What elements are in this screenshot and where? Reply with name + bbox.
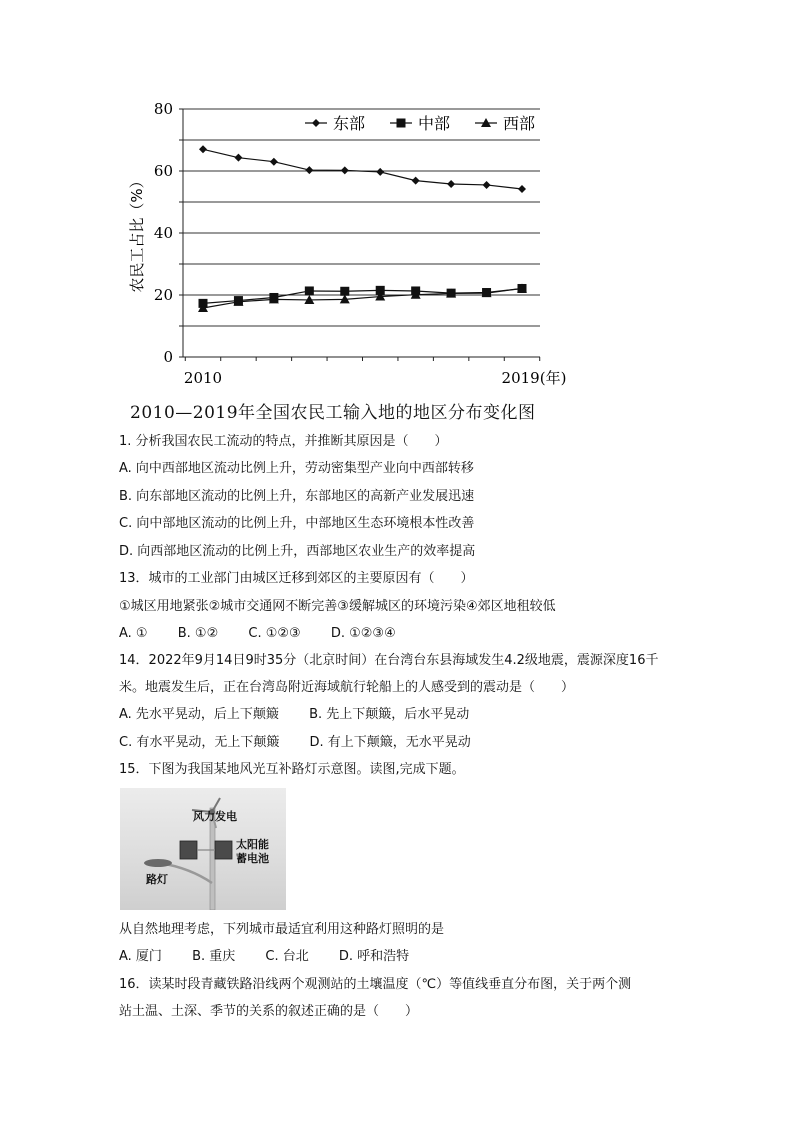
data-point-diamond [376,168,384,176]
q1-option-a: A. 向中西部地区流动比例上升，劳动密集型产业向中西部转移 [119,461,474,476]
y-tick-label: 20 [153,286,173,304]
y-tick-label: 40 [153,224,173,242]
line-chart [120,96,590,396]
label-street-lamp: 路灯 [146,873,168,886]
q1-option-d: D. 向西部地区流动的比例上升，西部地区农业生产的效率提高 [119,544,476,559]
legend-label: 中部 [418,114,451,133]
q13-items: ①城区用地紧张②城市交通网不断完善③缓解城区的环境污染④郊区地租较低 [119,599,556,614]
y-tick-label: 0 [163,348,173,366]
q13-options [119,624,396,644]
q14-option-b: B. 先上下颠簸，后水平晃动 [309,707,470,722]
q1-option-c: C. 向中部地区流动的比例上升，中部地区生态环境根本性改善 [119,516,475,531]
q15-option-c: C. 台北 [265,949,309,964]
label-wind-power: 风力发电 [193,810,237,823]
q1-option-b: B. 向东部地区流动的比例上升，东部地区的高新产业发展迅速 [119,489,475,504]
q13-option-c: C. ①②③ [248,626,301,641]
q15-option-d: D. 呼和浩特 [338,949,410,964]
data-point-diamond [270,158,278,166]
q14-option-d: D. 有上下颠簸，无水平晃动 [309,735,471,750]
q14-stem-line2: 米。地震发生后，正在台湾岛附近海域航行轮船上的人感受到的震动是（ ） [119,680,575,695]
q15-option-a: A. 厦门 [119,949,162,964]
data-point-diamond [199,145,207,153]
q14-option-c: C. 有水平晃动，无上下颠簸 [119,735,280,750]
data-point-diamond [412,177,420,185]
label-solar: 太阳能 [236,838,269,851]
y-axis-label: 农民工占比（%） [128,173,146,293]
series-line-triangle [203,288,522,308]
chart-title: 2010—2019年全国农民工输入地的地区分布变化图 [130,403,536,423]
legend-marker-square [397,119,406,128]
data-point-diamond [483,181,491,189]
street-lamp-photo [120,788,286,910]
q13-option-a: A. ① [119,626,148,641]
series-line-diamond [203,149,522,189]
legend-marker-diamond [312,119,320,127]
q15-question: 从自然地理考虑，下列城市最适宜利用这种路灯照明的是 [119,922,445,937]
q15-stem: 15．下图为我国某地风光互补路灯示意图。读图,完成下题。 [119,762,465,777]
chart-series [198,145,527,312]
y-tick-label: 60 [153,162,173,180]
q14-option-a: A. 先水平晃动，后上下颠簸 [119,707,279,722]
q15-options [119,947,409,967]
q16-stem-line1: 16．读某时段青藏铁路沿线两个观测站的土壤温度（℃）等值线垂直分布图，关于两个测 [119,977,632,992]
legend-label: 西部 [503,114,536,133]
q16-stem-line2: 站土温、土深、季节的关系的叙述正确的是（ ） [119,1004,419,1019]
q1-stem: 1. 分析我国农民工流动的特点，并推断其原因是（ ） [119,434,448,449]
x-tick-label: 2010 [183,369,223,387]
legend-label: 东部 [333,114,366,133]
x-tick-label: 2019(年) [501,369,567,387]
q13-option-b: B. ①② [177,626,219,641]
chart-axes [128,100,566,387]
q13-option-d: D. ①②③④ [330,626,396,641]
q13-stem: 13．城市的工业部门由城区迁移到郊区的主要原因有（ ） [119,571,474,586]
label-battery: 蓄电池 [236,852,269,865]
q15-option-b: B. 重庆 [192,949,236,964]
q14-options-row1 [119,705,469,725]
chart-legend [305,114,535,133]
data-point-diamond [305,166,313,174]
data-point-diamond [447,180,455,188]
data-point-square [305,286,314,295]
y-tick-label: 80 [153,100,173,118]
data-point-diamond [341,166,349,174]
q14-stem-line1: 14．2022年9月14日9时35分（北京时间）在台湾台东县海域发生4.2级地震，震源深度16千 [119,653,659,668]
data-point-diamond [518,185,526,193]
data-point-diamond [234,154,242,162]
q14-options-row2 [119,733,471,753]
